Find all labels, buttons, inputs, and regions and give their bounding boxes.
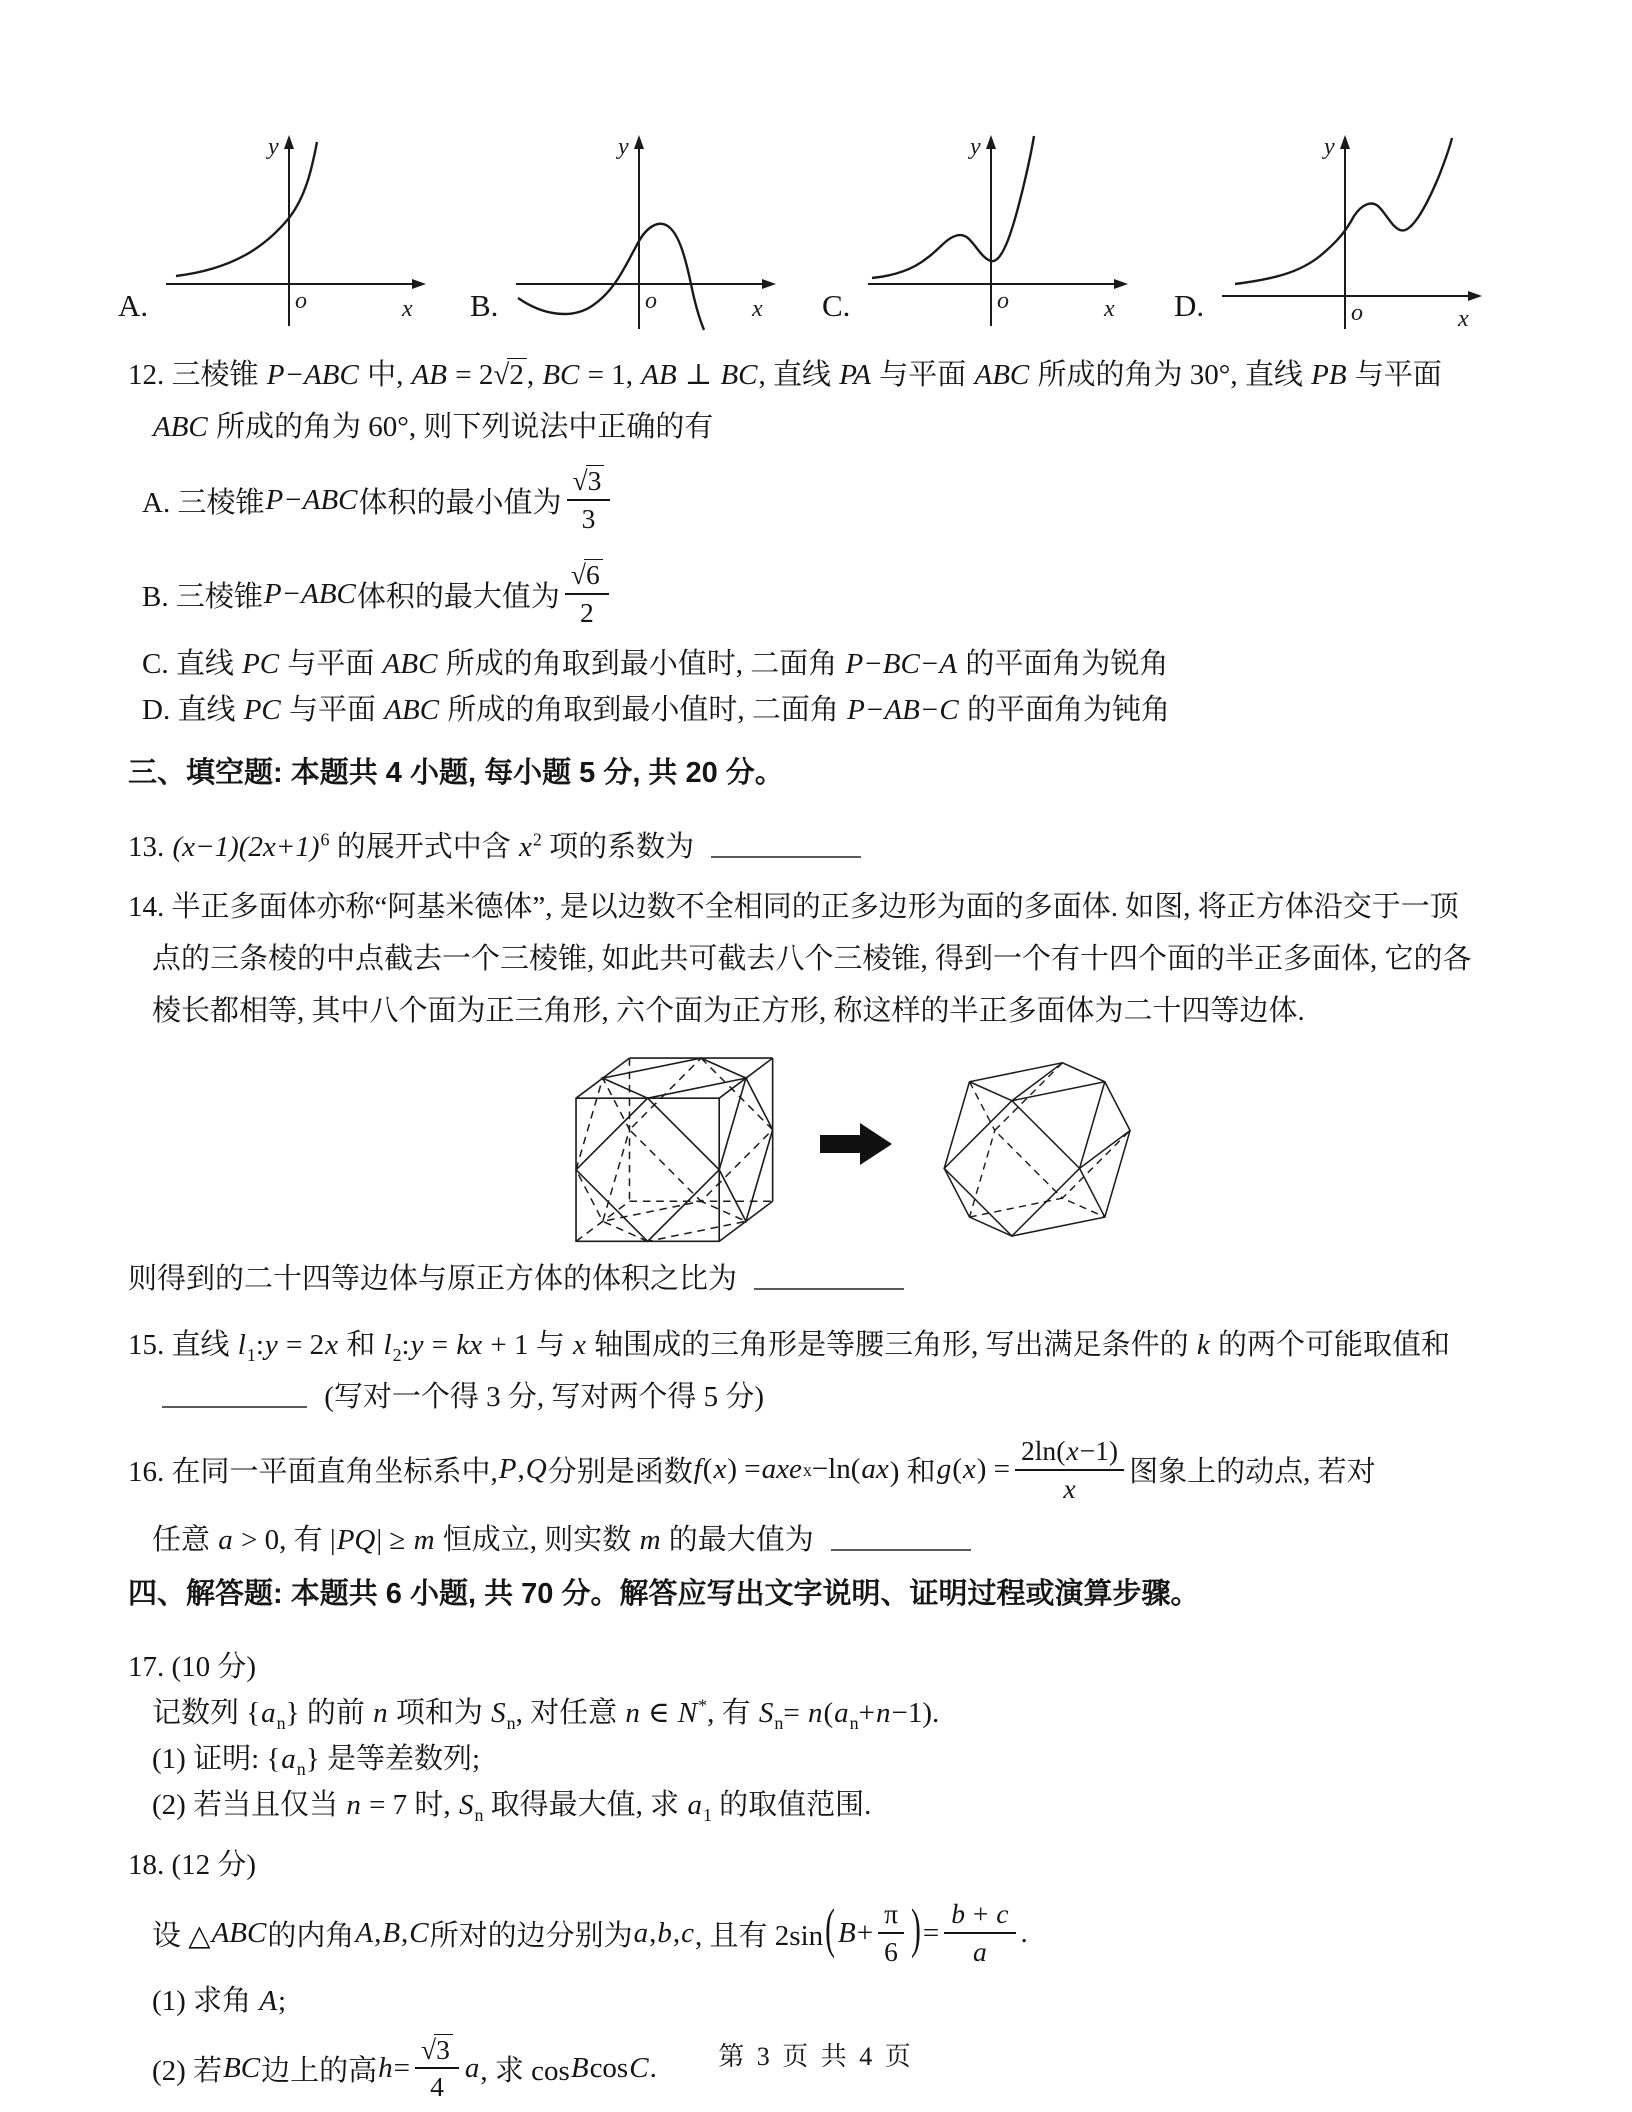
question-17-line-3: (2) 若当且仅当 n = 7 时, $S_n$ 取得最大值, 求 $a_1$ 的取值范围. — [152, 1789, 872, 1826]
cube-with-cuboctahedron-figure — [556, 1039, 786, 1249]
option-label-c: C. — [822, 288, 851, 323]
question-18-head: 18. (12 分) — [128, 1849, 257, 1882]
option-graph-a — [118, 126, 470, 331]
origin-label: o — [645, 288, 658, 314]
option-graph-d — [1174, 126, 1526, 331]
question-17 — [0, 1644, 1632, 1828]
answer-blank — [162, 1376, 307, 1408]
question-15 — [0, 1319, 1632, 1423]
x-axis-label: x — [402, 296, 413, 322]
question-12-option-b: B. 三棱锥 P−ABC 体积的最大值为 $\frac{√6}{2}$ — [142, 547, 1632, 641]
question-14-tail: 则得到的二十四等边体与原正方体的体积之比为 — [128, 1253, 1632, 1305]
question-17-head: 17. (10 分) — [128, 1651, 257, 1684]
x-axis-label: x — [752, 296, 764, 322]
answer-blank — [831, 1519, 971, 1551]
section-3-heading: 三、填空题: 本题共 4 小题, 每小题 5 分, 共 20 分。 — [128, 757, 784, 789]
page-number: 第 3 页 共 4 页 — [718, 2042, 914, 2071]
graph-d — [1210, 126, 1500, 331]
option-label-b: B. — [470, 288, 499, 323]
answer-blank — [754, 1258, 904, 1290]
question-12-option-a: A. 三棱锥 P−ABC 体积的最小值为 $\frac{√3}{3}$ — [142, 453, 1632, 547]
option-label-d: D. — [1174, 288, 1205, 323]
question-15-line-1: 15. 直线 $l_1:y = 2x$ 和 $l_2:y$ = kx + 1 与 x 轴围成的三角形是等腰三角形, 写出满足条件的 k 的两个可能取值和 — [128, 1329, 1450, 1365]
question-18-line-1: 设 △ ABC 的内角 A , B , C 所对的边分别为 a , b , c , 且有 2sin ( B + $\frac{\pi}{6}$ ) = $\frac{b + c}{a}$ . — [152, 1898, 1028, 1968]
question-14-line-3: 棱长都相等, 其中八个面为正三角形, 六个面为正方形, 称这样的半正多面体为二十四等边体. — [152, 995, 1305, 1027]
x-axis-label: x — [1104, 296, 1116, 322]
option-graph-b — [470, 126, 822, 331]
question-16 — [0, 1425, 1632, 1566]
graph-c — [856, 126, 1146, 331]
question-12-option-d: D. 直线 PC 与平面 ABC 所成的角取到最小值时, 二面角 P−AB−C 的平面角为钝角 — [142, 694, 1170, 726]
question-14-line-1: 14. 半正多面体亦称“阿基米德体”, 是以边数不全相同的正多边形为面的多面体. 如图, 将正方体沿交于一顶 — [128, 891, 1459, 923]
question-16-line-1: 16. 在同一平面直角坐标系中, P , Q 分别是函数 f ( x ) = axe x −ln( ax ) 和 g ( x ) = $\frac{2\ln(x-1)}{x}$ 图象上的动点, 若对 — [128, 1435, 1376, 1504]
question-17-line-1: 记数列 $\{a_n\}$ 的前 n 项和为 $S_n$, 对任意 n ∈ N*, 有 $S_n= n(a_n+n-1)$. — [152, 1695, 940, 1734]
y-axis-label: y — [970, 134, 982, 160]
y-axis-label: y — [1324, 134, 1335, 160]
origin-label: o — [1351, 300, 1364, 326]
question-14-line-2: 点的三条棱的中点截去一个三棱锥, 如此共可截去八个三棱锥, 得到一个有十四个面的半正多面体, 它的各 — [152, 943, 1472, 975]
question-14-figure — [556, 1039, 1632, 1249]
curve-c — [872, 136, 1034, 278]
question-12-stem-line-2: ABC 所成的角为 60°, 则下列说法中正确的有 — [153, 411, 714, 443]
section-4-heading: 四、解答题: 本题共 6 小题, 共 70 分。解答应写出文字说明、证明过程或演算步骤。 — [128, 1578, 1200, 1611]
curve-a — [176, 142, 317, 276]
curve-b — [518, 224, 704, 330]
origin-label: o — [295, 288, 308, 314]
graph-b — [504, 126, 794, 331]
option-graphs-row — [118, 126, 1632, 331]
y-axis-label: y — [618, 134, 630, 160]
graph-a — [154, 126, 444, 331]
answer-blank — [711, 826, 861, 858]
x-axis-label: x — [1458, 306, 1469, 331]
question-15-line-2: (写对一个得 3 分, 写对两个得 5 分) — [152, 1371, 1632, 1423]
origin-label: o — [997, 288, 1010, 314]
question-13: 13. $(x-1)(2x+1)^6$ 的展开式中含 $x^2$ 项的系数为 — [128, 821, 1632, 873]
cuboctahedron-figure — [928, 1044, 1140, 1244]
right-arrow-icon — [820, 1121, 894, 1167]
question-12 — [0, 349, 1632, 733]
option-label-a: A. — [118, 288, 149, 323]
option-graph-c — [822, 126, 1174, 331]
question-14 — [0, 881, 1632, 1305]
question-17-line-2: (1) 证明: $\{a_n\}$ 是等差数列; — [152, 1743, 481, 1780]
curve-d — [1235, 138, 1452, 284]
question-18-line-2: (1) 求角 A; — [152, 1984, 287, 2017]
question-12-option-c: C. 直线 PC 与平面 ABC 所成的角取到最小值时, 二面角 P−BC−A 的平面角为锐角 — [142, 648, 1169, 680]
question-18-line-3: (2) 若 BC 边上的高 h = $\frac{√3}{4}$ a , 求 cos B cos C . — [152, 2033, 657, 2103]
question-12-stem-line-1: 12. 三棱锥 P−ABC 中, AB = 2√2 , BC = 1, AB ⊥ BC, 直线 PA 与平面 ABC 所成的角为 30°, 直线 PB 与平面 — [128, 359, 1442, 391]
y-axis-label: y — [268, 134, 279, 160]
question-16-line-2: 任意 a > 0, 有 |PQ| ≥ m 恒成立, 则实数 m 的最大值为 — [152, 1514, 1632, 1566]
